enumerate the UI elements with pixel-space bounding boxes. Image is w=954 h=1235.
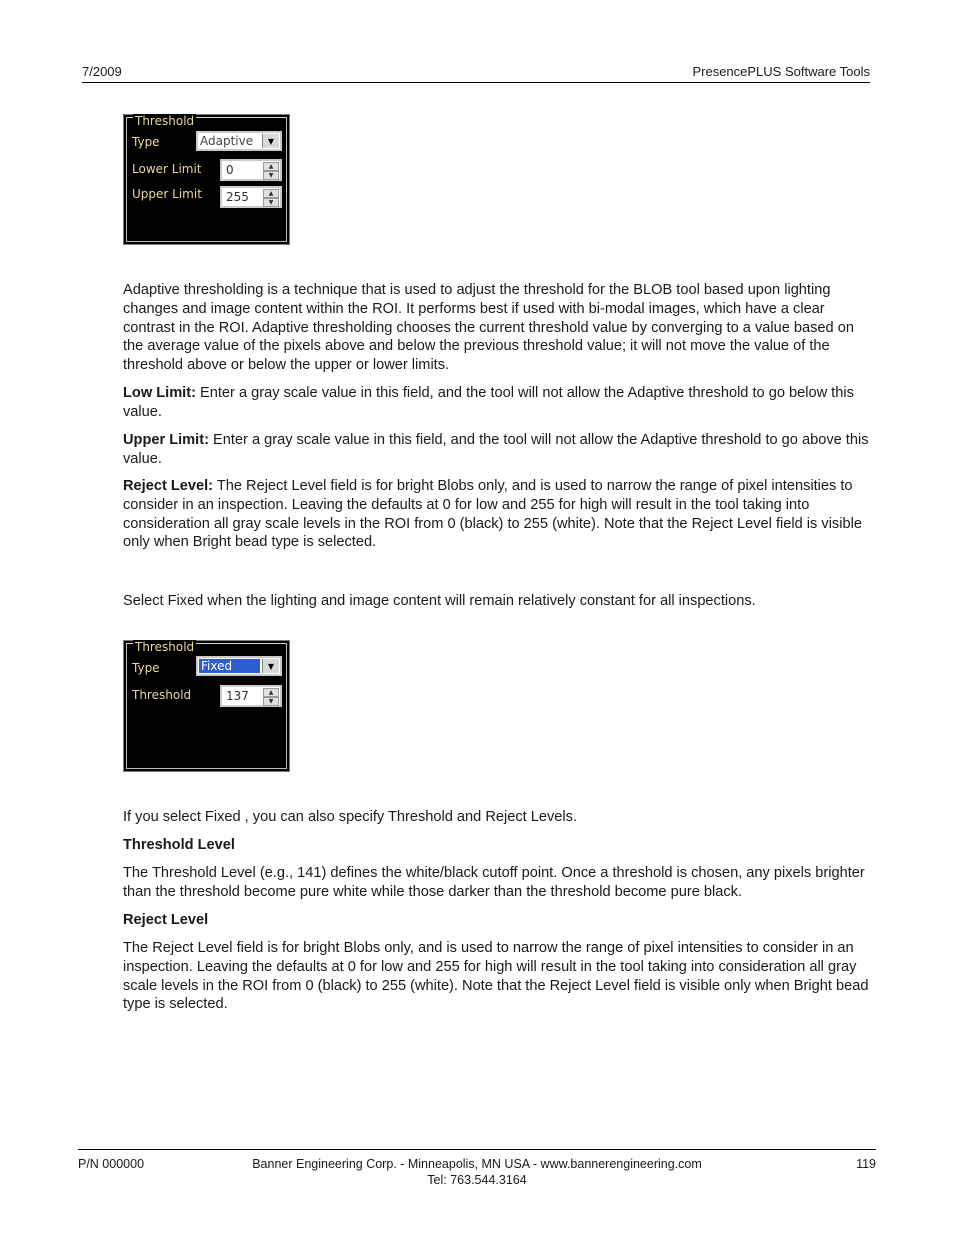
threshold-panel-fixed xyxy=(123,640,290,772)
panel-legend: Threshold xyxy=(135,640,195,654)
threshold-panel-adaptive xyxy=(123,114,290,245)
upper-limit-stepper[interactable] xyxy=(220,186,282,208)
header-divider xyxy=(82,82,870,83)
upper-limit-term: Upper Limit: xyxy=(123,432,209,448)
threshold-stepper[interactable] xyxy=(220,685,282,707)
reject-level-heading-text: Reject Level xyxy=(123,912,209,928)
chevron-down-icon[interactable]: ▼ xyxy=(262,134,279,148)
fixed-more: If you select Fixed , you can also specify Threshold and Reject Levels. xyxy=(123,809,577,825)
reject-level-paragraph xyxy=(123,477,873,552)
type-dropdown-value: Fixed xyxy=(199,659,260,673)
page-number: 119 xyxy=(856,1157,876,1171)
spinner-arrows-icon[interactable]: ▲ ▼ xyxy=(263,189,279,205)
chevron-down-icon[interactable]: ▼ xyxy=(262,659,279,673)
lower-limit-value: 0 xyxy=(226,163,234,177)
upper-limit-value: 255 xyxy=(226,190,249,204)
reject-level-heading xyxy=(123,911,873,930)
footer-company xyxy=(0,1157,954,1188)
header-title: PresencePLUS Software Tools xyxy=(692,64,870,79)
threshold-value: 137 xyxy=(226,689,249,703)
header-date: 7/2009 xyxy=(82,64,122,79)
threshold-level-text: The Threshold Level (e.g., 141) defines the white/black cutoff point. Once a threshold is chosen, any pixels brighter than the threshold become pure white while those darker than the threshold become pure black. xyxy=(123,865,865,900)
spinner-arrows-icon[interactable]: ▲ ▼ xyxy=(263,162,279,178)
threshold-level-heading xyxy=(123,836,873,855)
low-limit-term: Low Limit: xyxy=(123,385,196,401)
upper-limit-paragraph xyxy=(123,431,873,469)
footer-phone: Tel: 763.544.3164 xyxy=(427,1172,527,1187)
type-dropdown[interactable] xyxy=(196,656,282,676)
footer-part-number: P/N 000000 xyxy=(78,1157,145,1171)
upper-limit-label: Upper Limit xyxy=(132,187,202,201)
type-dropdown[interactable] xyxy=(196,131,282,151)
low-limit-text: Enter a gray scale value in this field, and the tool will not allow the Adaptive threshold to go below this value. xyxy=(123,385,854,420)
upper-limit-text: Enter a gray scale value in this field, and the tool will not allow the Adaptive threshold to go above this value. xyxy=(123,432,869,467)
type-label: Type xyxy=(132,135,160,149)
type-label: Type xyxy=(132,661,160,675)
adaptive-intro: Adaptive thresholding is a technique that is used to adjust the threshold for the BLOB tool based upon lighting changes and image content within the ROI. It performs best if used with bi-modal images, which have a clear contrast in the ROI. Adaptive thresholding chooses the current threshold value by converging to a value based on the average value of the pixels above and below the previous threshold value; it will not move the value of the threshold above or below the upper or lower limits. xyxy=(123,282,854,374)
type-dropdown-value: Adaptive xyxy=(200,134,254,148)
reject-level-term: Reject Level: xyxy=(123,478,214,494)
lower-limit-stepper[interactable] xyxy=(220,159,282,181)
footer-divider xyxy=(78,1149,876,1150)
spinner-arrows-icon[interactable]: ▲ ▼ xyxy=(263,688,279,704)
panel-legend: Threshold xyxy=(135,114,195,128)
threshold-label: Threshold xyxy=(132,688,192,702)
reject-level-text2: The Reject Level field is for bright Blobs only, and is used to narrow the range of pixel intensities to consider in an inspection. Leaving the defaults at 0 for low and 255 for high will result in the tool taking into consideration all gray scale levels in the ROI from 0 (black) to 255 (white). Note that the Reject Level field is visible only when Bright bead type is selected. xyxy=(123,940,869,1013)
lower-limit-label: Lower Limit xyxy=(132,162,202,176)
footer-company-line: Banner Engineering Corp. - Minneapolis, MN USA - www.bannerengineering.com xyxy=(252,1157,702,1171)
reject-level-text: The Reject Level field is for bright Blobs only, and is used to narrow the range of pixel intensities to consider in an inspection. Leaving the defaults at 0 for low and 255 for high will result in the tool taking into consideration all gray scale levels in the ROI from 0 (black) to 255 (white). Note that the Reject Level field is visible only when Bright bead type is selected. xyxy=(123,478,862,551)
threshold-level-heading-text: Threshold Level xyxy=(123,837,235,853)
fixed-intro: Select Fixed when the lighting and image content will remain relatively constant for all inspections. xyxy=(123,593,756,609)
low-limit-paragraph xyxy=(123,384,873,422)
